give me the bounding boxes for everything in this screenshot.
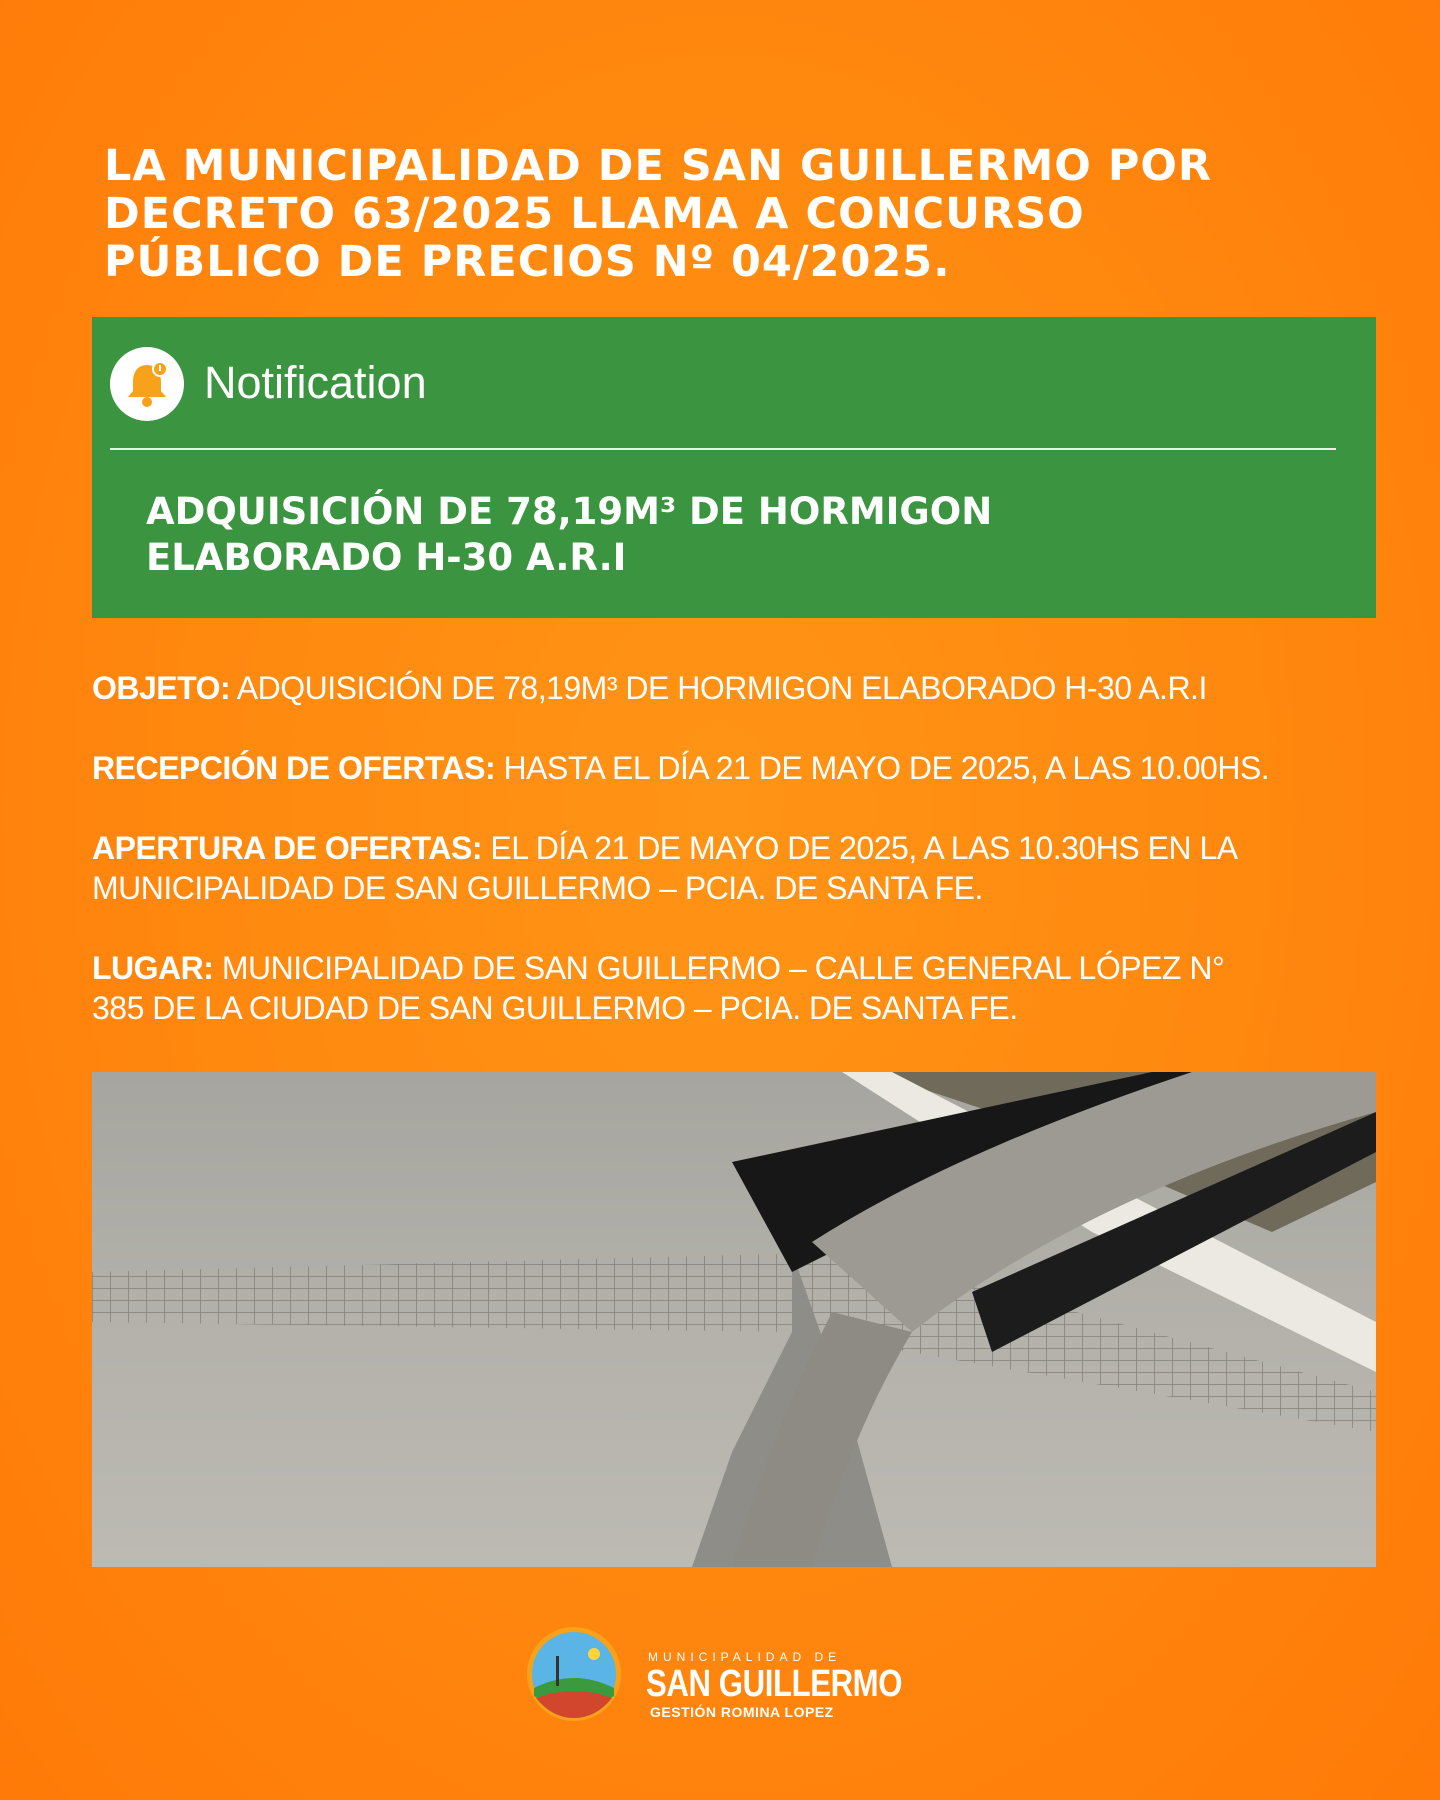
notification-box (92, 317, 1376, 618)
headline-line: PÚBLICO DE PRECIOS Nº 04/2025. (104, 237, 951, 287)
info-value: 385 DE LA CIUDAD DE SAN GUILLERMO – PCIA. DE SANTA FE. (92, 990, 1018, 1026)
notification-body-line: ELABORADO H-30 A.R.I (146, 536, 627, 579)
info-label: LUGAR: (92, 950, 214, 986)
divider (110, 448, 1336, 450)
info-label: RECEPCIÓN DE OFERTAS: (92, 750, 496, 786)
info-value: EL DÍA 21 DE MAYO DE 2025, A LAS 10.30HS EN LA (490, 830, 1238, 866)
info-label: APERTURA DE OFERTAS: (92, 830, 482, 866)
info-objeto (92, 668, 1402, 708)
bell-icon (110, 347, 184, 421)
info-label: OBJETO: (92, 670, 231, 706)
headline-line: LA MUNICIPALIDAD DE SAN GUILLERMO POR (104, 141, 1213, 191)
info-lugar (92, 948, 1402, 1028)
info-apertura (92, 828, 1402, 908)
info-value: HASTA EL DÍA 21 DE MAYO DE 2025, A LAS 10.00HS. (503, 750, 1270, 786)
logo-top-text: MUNICIPALIDAD DE (648, 1650, 842, 1664)
notification-body-line: ADQUISICIÓN DE 78,19M³ DE HORMIGON (146, 490, 993, 533)
concrete-pour-photo (92, 1072, 1376, 1567)
logo-subtitle: GESTIÓN ROMINA LOPEZ (650, 1704, 834, 1720)
notification-title: Notification (204, 357, 427, 408)
headline-line: DECRETO 63/2025 LLAMA A CONCURSO (104, 189, 1085, 239)
headline (104, 142, 1354, 286)
notification-body (146, 489, 1246, 581)
info-recepcion (92, 748, 1402, 788)
municipality-logo (526, 1626, 622, 1722)
info-value: MUNICIPALIDAD DE SAN GUILLERMO – PCIA. DE SANTA FE. (92, 870, 983, 906)
info-value: MUNICIPALIDAD DE SAN GUILLERMO – CALLE GENERAL LÓPEZ N° (221, 950, 1225, 986)
logo-name: SAN GUILLERMO (646, 1663, 903, 1705)
info-value: ADQUISICIÓN DE 78,19M³ DE HORMIGON ELABORADO H-30 A.R.I (236, 670, 1207, 706)
